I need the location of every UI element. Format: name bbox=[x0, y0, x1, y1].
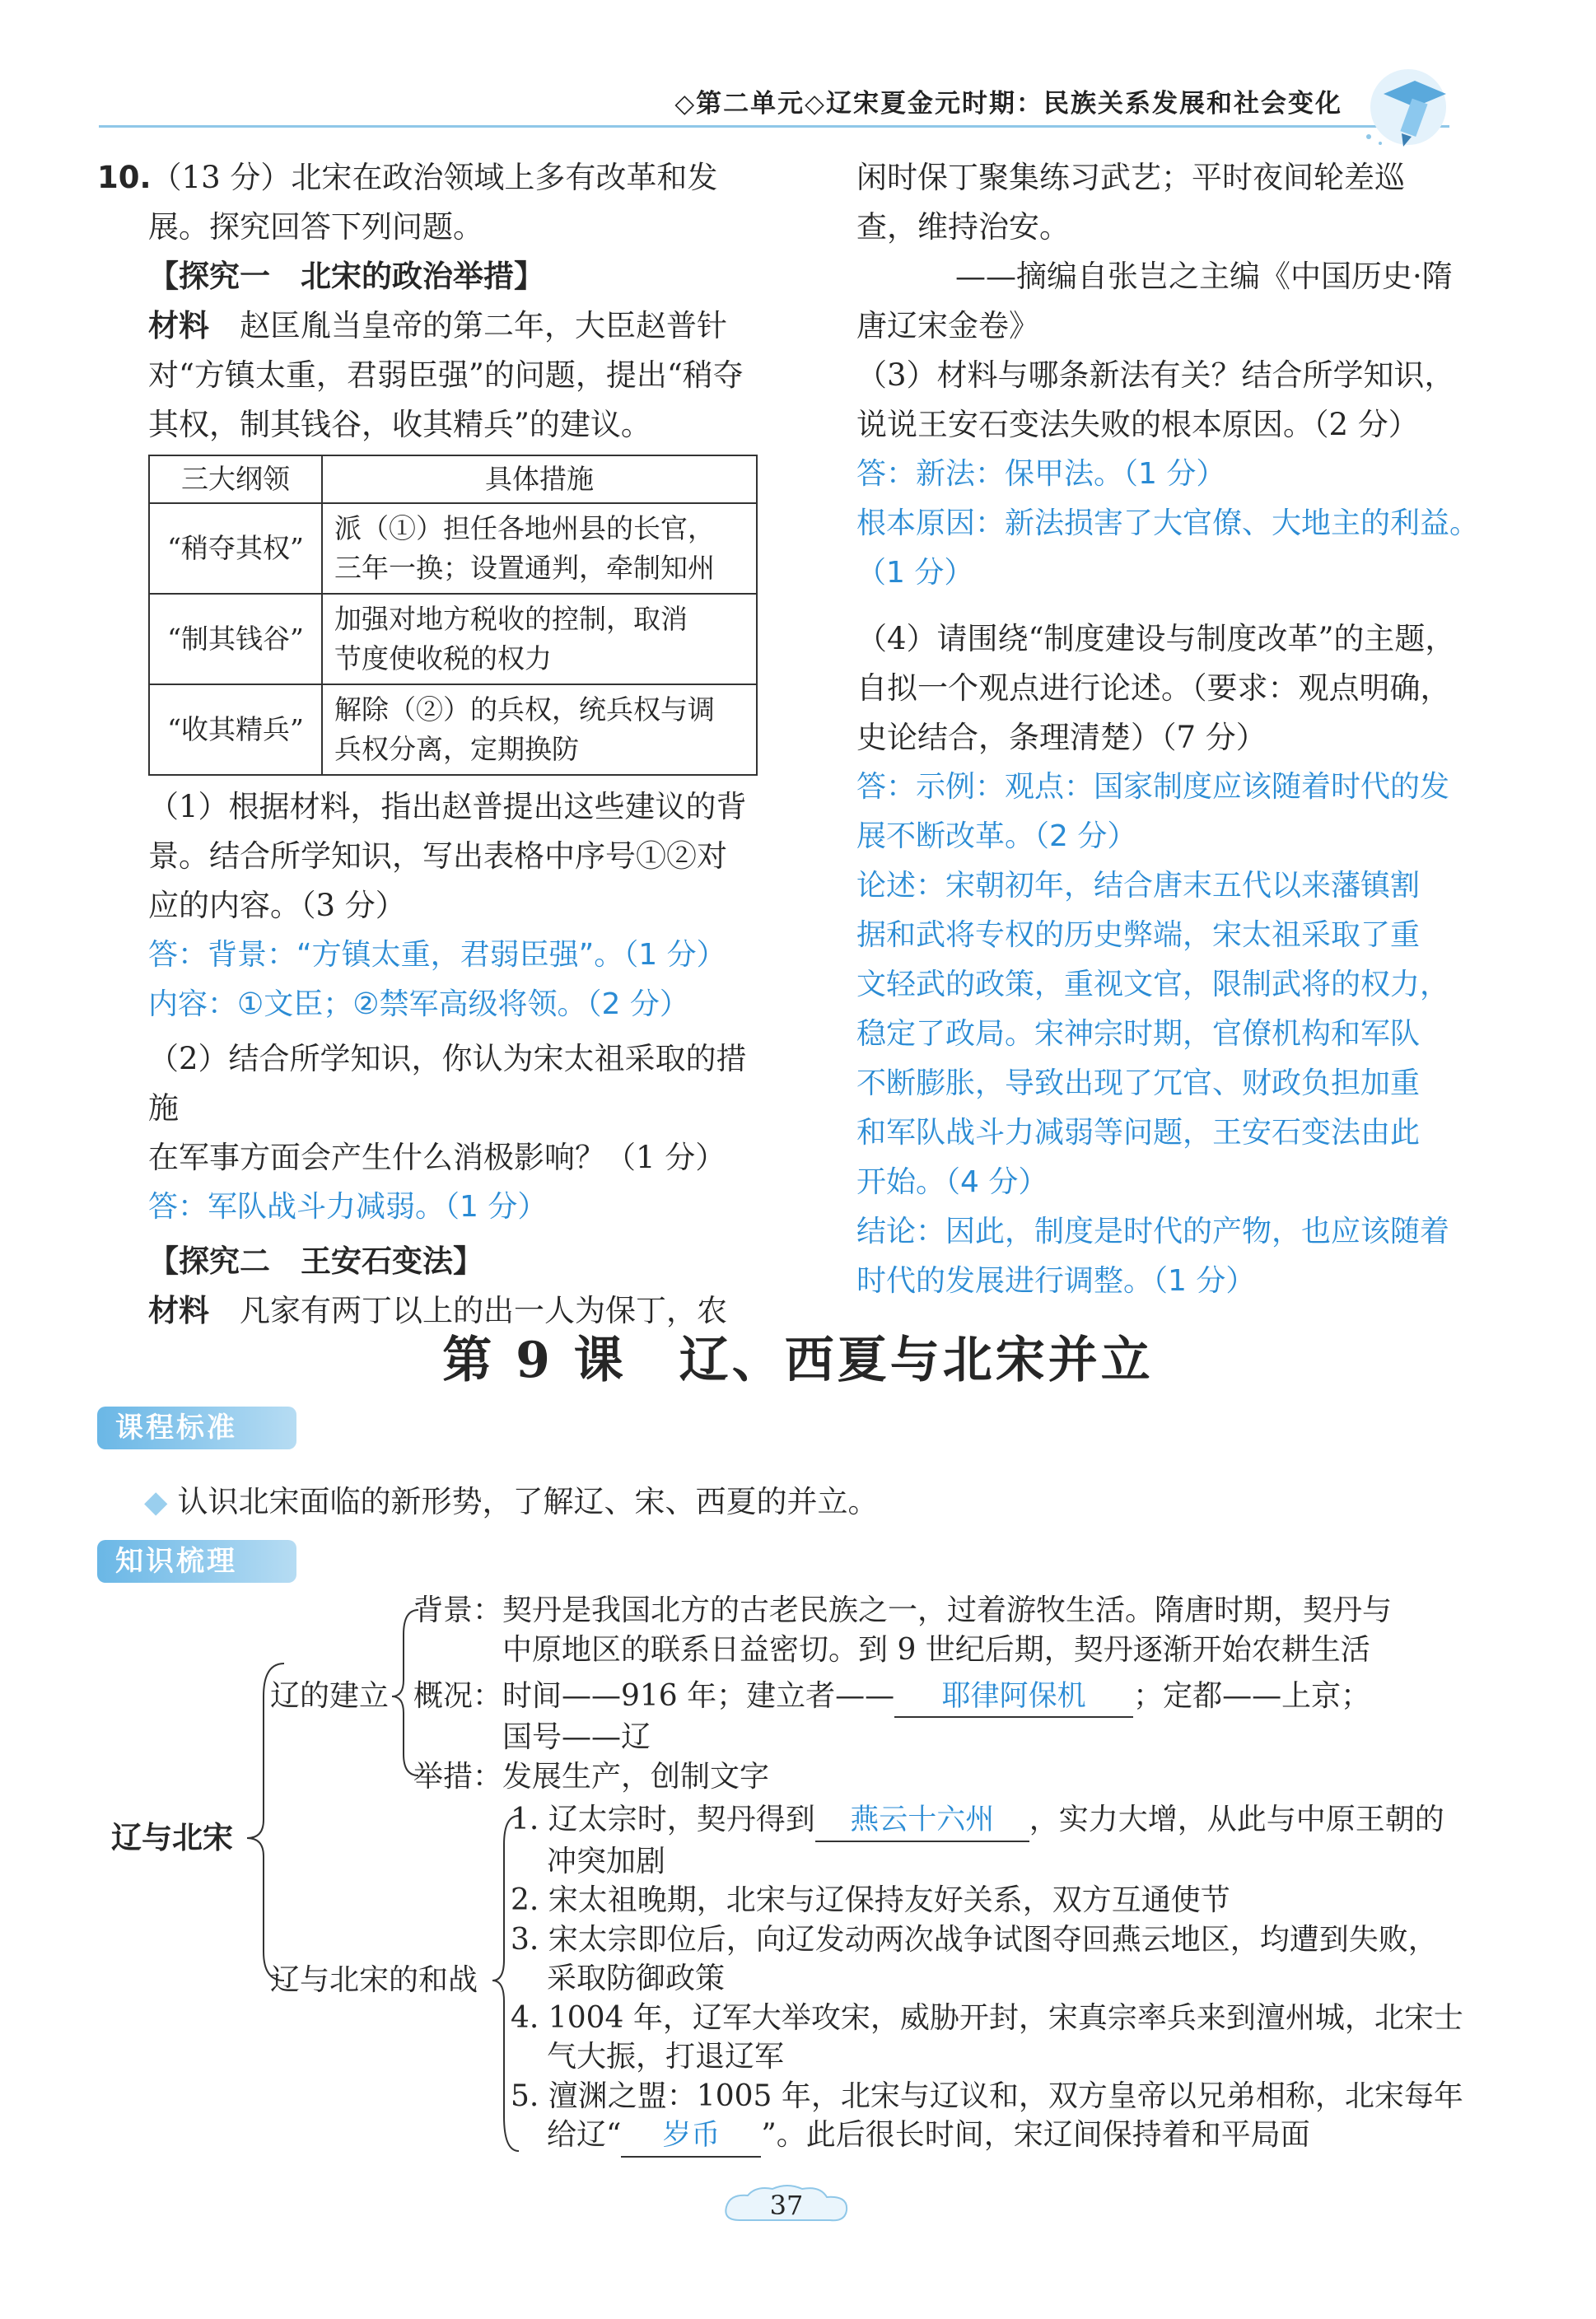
answer4-line: 开始。（4 分） bbox=[856, 1165, 1048, 1199]
answer4-line: 答：示例：观点：国家制度应该随着时代的发 bbox=[856, 770, 1450, 804]
item-text: ”。此后很长时间，宋辽间保持着和平局面 bbox=[761, 2118, 1310, 2152]
tribute-answer: 岁币 bbox=[621, 2116, 761, 2158]
founder-answer: 耶律阿保机 bbox=[894, 1677, 1133, 1718]
measure-line: 加强对地方税收的控制，取消 bbox=[334, 603, 688, 635]
material1-line2: 对“方镇太重，君弱臣强”的问题，提出“稍夺 bbox=[148, 357, 744, 393]
tree-line: 中原地区的联系日益密切。到 9 世纪后期，契丹逐渐开始农耕生活 bbox=[502, 1633, 1370, 1667]
answer4-line: 结论：因此，制度是时代的产物，也应该随着 bbox=[856, 1215, 1450, 1248]
tree-line: 冲突加剧 bbox=[547, 1844, 666, 1878]
answer4-line: 和军队战斗力减弱等问题，王安石变法由此 bbox=[856, 1116, 1421, 1150]
tree-line: 气大振，打退辽军 bbox=[547, 2040, 785, 2074]
answer1-line1: 答：背景：“方镇太重，君弱臣强”。（1 分） bbox=[148, 938, 726, 972]
answer4-line: 展不断改革。（2 分） bbox=[856, 819, 1137, 853]
answer4-line: 据和武将专权的历史弊端，宋太祖采取了重 bbox=[856, 918, 1421, 952]
answer4-line: 论述：宋朝初年，结合唐末五代以来藩镇割 bbox=[856, 869, 1421, 903]
tree-branch-liao-founding: 辽的建立 bbox=[270, 1679, 390, 1713]
answer4-line: 不断膨胀，导致出现了冗官、财政负担加重 bbox=[856, 1066, 1421, 1100]
q10-intro-line1: （13 分）北宋在政治领域上多有改革和发 bbox=[151, 160, 718, 195]
q4-line3: 史论结合，条理清楚）（7 分） bbox=[856, 720, 1267, 755]
tree-branch-war-peace: 辽与北宋的和战 bbox=[270, 1963, 478, 1997]
material1-line3: 其权，制其钱谷，收其精兵”的建议。 bbox=[148, 407, 651, 442]
measure-line: 解除（②）的兵权，统兵权与调 bbox=[334, 693, 715, 726]
source-line2: 唐辽宋金卷》 bbox=[856, 308, 1039, 343]
q4-line2: 自拟一个观点进行论述。（要求：观点明确， bbox=[856, 670, 1451, 706]
tree-line bbox=[511, 1800, 1463, 1842]
answer3-line1: 答：新法：保甲法。（1 分） bbox=[856, 457, 1226, 491]
table-cell-name: “稍夺其权” bbox=[149, 503, 322, 594]
tree-line: 国号——辽 bbox=[502, 1720, 651, 1754]
answer3-line2: 根本原因：新法损害了大官僚、大地主的利益。 bbox=[856, 506, 1480, 540]
material1-label: 材料 bbox=[148, 308, 209, 343]
tree-measures: 举措：发展生产，创制文字 bbox=[413, 1760, 770, 1794]
q4-line1: （4）请围绕“制度建设与制度改革”的主题， bbox=[856, 621, 1456, 656]
item-text: ，实力大增，从此与中原王朝的 bbox=[1029, 1803, 1444, 1836]
course-standard-tag: 课程标准 bbox=[97, 1407, 296, 1449]
lesson-title: 第 9 课 辽、西夏与北宋并立 bbox=[442, 1332, 1154, 1389]
measure-line: 派（①）担任各地州县的长官， bbox=[334, 512, 715, 544]
material2-line1: 凡家有两丁以上的出一人为保丁，农 bbox=[209, 1293, 727, 1328]
measure-line: 节度使收税的权力 bbox=[334, 642, 552, 674]
source-line1: ——摘编自张岂之主编《中国历史·隋 bbox=[955, 259, 1453, 294]
table-cell-name: “收其精兵” bbox=[149, 684, 322, 775]
tree-root: 辽与北宋 bbox=[111, 1820, 233, 1855]
q1-line1: （1）根据材料，指出赵普提出这些建议的背 bbox=[148, 789, 747, 824]
overview-text: 概况：时间——916 年；建立者—— bbox=[413, 1679, 895, 1713]
page-number: 37 bbox=[769, 2190, 804, 2221]
answer1-line2: 内容：①文臣；②禁军高级将领。（2 分） bbox=[148, 987, 689, 1021]
yanyun-answer: 燕云十六州 bbox=[815, 1801, 1029, 1842]
tree-background bbox=[413, 1591, 1392, 1670]
course-standard-text: 认识北宋面临的新形势，了解辽、宋、西夏的并立。 bbox=[177, 1484, 879, 1519]
item-text: 1. 辽太宗时，契丹得到 bbox=[511, 1803, 815, 1836]
tree-line: 5. 澶渊之盟：1005 年，北宋与辽议和，双方皇帝以兄弟相称，北宋每年 bbox=[511, 2079, 1463, 2113]
running-header: ◇第二单元◇辽宋夏金元时期：民族关系发展和社会变化 bbox=[674, 89, 1342, 119]
knowledge-tag: 知识梳理 bbox=[97, 1540, 296, 1583]
tree-line: 2. 宋太祖晚期，北宋与辽保持友好关系，双方互通使节 bbox=[511, 1883, 1230, 1917]
tree-line: 背景：契丹是我国北方的古老民族之一，过着游牧生活。隋唐时期，契丹与 bbox=[413, 1593, 1393, 1627]
tree-war-peace-items bbox=[511, 1800, 1463, 2158]
answer4-line: 时代的发展进行调整。（1 分） bbox=[856, 1264, 1256, 1298]
question-number: 10. bbox=[97, 160, 152, 195]
table-header: 三大纲领 bbox=[149, 455, 322, 503]
table-cell-name: “制其钱谷” bbox=[149, 594, 322, 684]
tree-line bbox=[413, 1677, 1370, 1718]
q10-intro-line2: 展。探究回答下列问题。 bbox=[148, 209, 483, 245]
measure-line: 三年一换；设置通判，牵制知州 bbox=[334, 552, 715, 584]
diamond-bullet-icon: ◆ bbox=[144, 1484, 168, 1519]
answer4-line: 文轻武的政策，重视文官，限制武将的权力， bbox=[856, 968, 1450, 1001]
q2-line1: （2）结合所学知识，你认为宋太祖采取的措施 bbox=[148, 1041, 747, 1126]
inquiry1-title: 【探究一 北宋的政治举措】 bbox=[148, 259, 544, 294]
answer2: 答：军队战斗力减弱。（1 分） bbox=[148, 1190, 548, 1224]
tree-line: 4. 1004 年，辽军大举攻宋，威胁开封，宋真宗率兵来到澶州城，北宋士 bbox=[511, 2000, 1463, 2035]
answer3-line3: （1 分） bbox=[856, 556, 974, 590]
tree-overview bbox=[413, 1677, 1370, 1757]
material1-line1: 赵匡胤当皇帝的第二年，大臣赵普针 bbox=[209, 308, 727, 343]
answer4-line: 稳定了政局。宋神宗时期，官僚机构和军队 bbox=[856, 1017, 1421, 1051]
q2-line2: 在军事方面会产生什么消极影响？（1 分） bbox=[148, 1140, 726, 1175]
material2-line3: 查，维持治安。 bbox=[856, 209, 1070, 245]
q3-line2: 说说王安石变法失败的根本原因。（2 分） bbox=[856, 407, 1419, 442]
tree-line: 3. 宋太宗即位后，向辽发动两次战争试图夺回燕云地区，均遭到失败， bbox=[511, 1922, 1438, 1957]
inquiry2-title: 【探究二 王安石变法】 bbox=[148, 1243, 483, 1279]
measure-line: 兵权分离，定期换防 bbox=[334, 733, 579, 765]
material2-label: 材料 bbox=[148, 1293, 209, 1328]
tree-line: 采取防御政策 bbox=[547, 1962, 726, 1995]
q1-line2: 景。结合所学知识，写出表格中序号①②对 bbox=[148, 838, 727, 874]
overview-text: ；定都——上京； bbox=[1133, 1679, 1371, 1713]
tree-line bbox=[511, 2116, 1463, 2158]
q1-line3: 应的内容。（3 分） bbox=[148, 888, 406, 923]
q3-line1: （3）材料与哪条新法有关？结合所学知识， bbox=[856, 357, 1455, 393]
material2-line2: 闲时保丁聚集练习武艺；平时夜间轮差巡 bbox=[856, 160, 1405, 195]
item-text: 给辽“ bbox=[547, 2118, 622, 2152]
table-header: 具体措施 bbox=[322, 455, 757, 503]
